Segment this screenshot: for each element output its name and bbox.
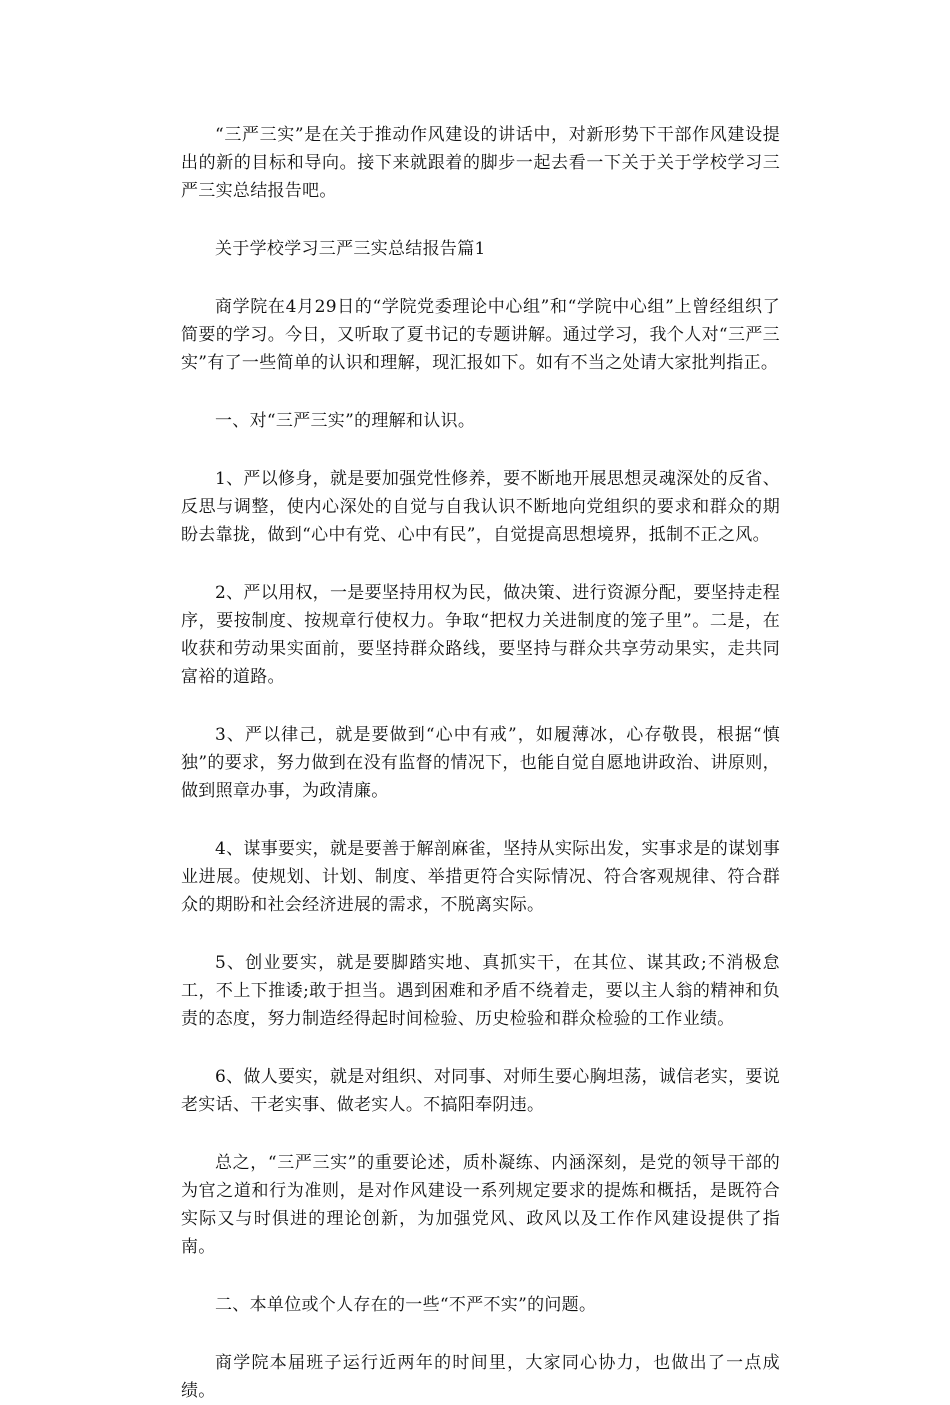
intro-paragraph: “三严三实”是在关于推动作风建设的讲话中，对新形势下干部作风建设提出的新的目标和导向。接下来就跟着的脚步一起去看一下关于关于学校学习三严三实总结报告吧。 bbox=[181, 125, 780, 201]
article-title: 关于学校学习三严三实总结报告篇1 bbox=[215, 239, 486, 259]
list-item-2: 2、严以用权，一是要坚持用权为民，做决策、进行资源分配，要坚持走程序，要按制度、按规章行使权力。争取“把权力关进制度的笼子里”。二是，在收获和劳动果实面前，要坚持群众路线，要坚持与群众共享劳动果实，走共同富裕的道路。 bbox=[181, 583, 780, 687]
section-heading-2: 二、本单位或个人存在的一些“不严不实”的问题。 bbox=[215, 1295, 597, 1315]
list-item-3: 3、严以律己，就是要做到“心中有戒”，如履薄冰，心存敬畏，根据“慎独”的要求，努力做到在没有监督的情况下，也能自觉自愿地讲政治、讲原则，做到照章办事，为政清廉。 bbox=[181, 725, 780, 801]
opening-paragraph: 商学院在4月29日的“学院党委理论中心组”和“学院中心组”上曾经组织了简要的学习。今日，又听取了夏书记的专题讲解。通过学习，我个人对“三严三实”有了一些简单的认识和理解，现汇报如下。如有不当之处请大家批判指正。 bbox=[181, 297, 780, 373]
list-item-5: 5、创业要实，就是要脚踏实地、真抓实干，在其位、谋其政;不消极怠工，不上下推诿;敢于担当。遇到困难和矛盾不绕着走，要以主人翁的精神和负责的态度，努力制造经得起时间检验、历史检验和群众检验的工作业绩。 bbox=[181, 953, 780, 1029]
list-item-4: 4、谋事要实，就是要善于解剖麻雀，坚持从实际出发，实事求是的谋划事业进展。使规划、计划、制度、举措更符合实际情况、符合客观规律、符合群众的期盼和社会经济进展的需求，不脱离实际。 bbox=[181, 839, 780, 915]
list-item-6: 6、做人要实，就是对组织、对同事、对师生要心胸坦荡，诚信老实，要说老实话、干老实事、做老实人。不搞阳奉阴违。 bbox=[181, 1067, 780, 1115]
summary-paragraph: 总之，“三严三实”的重要论述，质朴凝练、内涵深刻，是党的领导干部的为官之道和行为准则，是对作风建设一系列规定要求的提炼和概括，是既符合实际又与时俱进的理论创新，为加强党风、政风以及工作作风建设提供了指南。 bbox=[181, 1153, 780, 1257]
section-heading-1: 一、对“三严三实”的理解和认识。 bbox=[215, 411, 476, 431]
list-item-1: 1、严以修身，就是要加强党性修养，要不断地开展思想灵魂深处的反省、反思与调整，使内心深处的自觉与自我认识不断地向党组织的要求和群众的期盼去靠拢，做到“心中有党、心中有民”，自觉提高思想境界，抵制不正之风。 bbox=[181, 469, 780, 545]
closing-paragraph: 商学院本届班子运行近两年的时间里，大家同心协力，也做出了一点成绩。 bbox=[181, 1353, 780, 1401]
